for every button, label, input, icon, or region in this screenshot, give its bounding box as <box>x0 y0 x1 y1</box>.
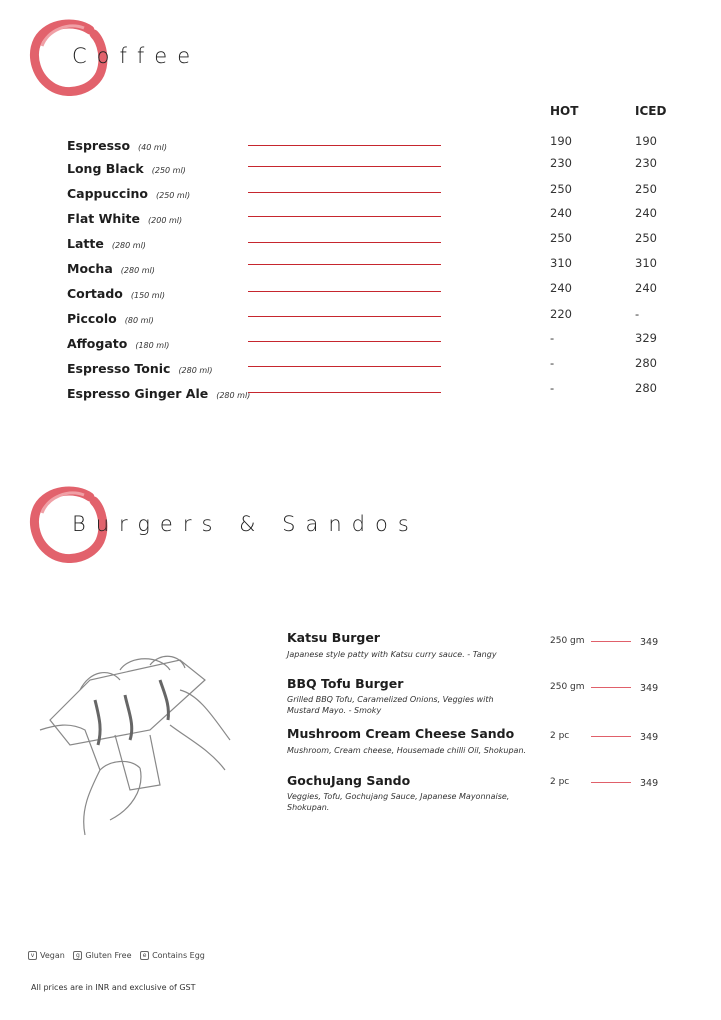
egg-icon: e <box>140 951 149 960</box>
coffee-item-iced-price: 250 <box>635 231 657 245</box>
burger-item-description: Veggies, Tofu, Gochujang Sauce, Japanese Mayonnaise, Shokupan. <box>287 792 510 812</box>
coffee-item-name <box>67 386 250 401</box>
sandwich-hands-illustration <box>30 650 235 840</box>
coffee-item-volume: (280 ml) <box>216 391 251 400</box>
coffee-item-divider <box>248 392 441 393</box>
coffee-item-hot-price: 230 <box>550 156 572 170</box>
coffee-item-name <box>67 161 186 176</box>
coffee-item-divider <box>248 366 441 367</box>
coffee-item-label: Mocha <box>67 261 113 276</box>
coffee-item-hot-price: 250 <box>550 231 572 245</box>
coffee-item-hot-price: 190 <box>550 134 572 148</box>
coffee-item-label: Espresso Tonic <box>67 361 171 376</box>
burger-item-price: 349 <box>640 778 659 789</box>
burger-item-divider <box>591 641 631 642</box>
burger-item-description: Japanese style patty with Katsu curry sauce. - Tangy <box>287 650 497 659</box>
coffee-item-volume: (280 ml) <box>120 266 155 275</box>
burger-item-price: 349 <box>640 732 659 743</box>
coffee-item-divider <box>248 166 441 167</box>
burger-item-quantity: 2 pc <box>550 777 570 787</box>
burger-item-name: Mushroom Cream Cheese Sando <box>287 726 515 741</box>
burger-item-quantity: 250 gm <box>550 682 585 692</box>
coffee-item-label: Latte <box>67 236 104 251</box>
burger-item-name: BBQ Tofu Burger <box>287 676 404 691</box>
burgers-title: Burgers & Sandos <box>72 512 419 536</box>
coffee-item-label: Cappuccino <box>67 186 148 201</box>
coffee-item-volume: (80 ml) <box>124 316 154 325</box>
coffee-item-hot-price: - <box>550 381 555 395</box>
burger-item-description: Grilled BBQ Tofu, Caramelized Onions, Veggies with Mustard Mayo. - Smoky <box>287 695 494 715</box>
burger-item-quantity: 250 gm <box>550 636 585 646</box>
coffee-item-label: Cortado <box>67 286 123 301</box>
burger-item-quantity: 2 pc <box>550 731 570 741</box>
coffee-item-divider <box>248 341 441 342</box>
burger-item-description: Mushroom, Cream cheese, Housemade chilli Oil, Shokupan. <box>287 746 527 755</box>
coffee-item-hot-price: 240 <box>550 281 572 295</box>
coffee-item-name <box>67 336 169 351</box>
coffee-item-iced-price: 280 <box>635 356 657 370</box>
coffee-item-iced-price: 310 <box>635 256 657 270</box>
coffee-item-iced-price: - <box>635 307 640 321</box>
coffee-item-divider <box>248 192 441 193</box>
burger-item-name: GochuJang Sando <box>287 773 411 788</box>
coffee-item-volume: (150 ml) <box>130 291 165 300</box>
coffee-item-divider <box>248 264 441 265</box>
coffee-item-hot-price: 220 <box>550 307 572 321</box>
coffee-item-name <box>67 186 190 201</box>
coffee-item-divider <box>248 242 441 243</box>
burger-item-divider <box>591 687 631 688</box>
coffee-item-iced-price: 190 <box>635 134 657 148</box>
coffee-item-volume: (250 ml) <box>156 191 191 200</box>
legend-gluten-free: Gluten Free <box>85 951 132 960</box>
coffee-item-label: Affogato <box>67 336 128 351</box>
coffee-item-label: Espresso Ginger Ale <box>67 386 209 401</box>
column-hot: HOT <box>550 104 579 118</box>
coffee-item-hot-price: - <box>550 331 555 345</box>
coffee-item-iced-price: 240 <box>635 206 657 220</box>
coffee-item-volume: (280 ml) <box>178 366 213 375</box>
coffee-item-name <box>67 261 155 276</box>
burger-item-price: 349 <box>640 637 659 648</box>
coffee-item-label: Piccolo <box>67 311 117 326</box>
gluten-free-icon: g <box>73 951 82 960</box>
coffee-item-divider <box>248 291 441 292</box>
coffee-item-label: Flat White <box>67 211 141 226</box>
coffee-item-volume: (180 ml) <box>135 341 170 350</box>
burger-item-divider <box>591 782 631 783</box>
burger-item-divider <box>591 736 631 737</box>
coffee-item-iced-price: 230 <box>635 156 657 170</box>
coffee-item-hot-price: 240 <box>550 206 572 220</box>
column-iced: ICED <box>635 104 667 118</box>
coffee-item-volume: (40 ml) <box>138 143 168 152</box>
legend-vegan: Vegan <box>40 951 65 960</box>
coffee-item-iced-price: 329 <box>635 331 657 345</box>
legend-contains-egg: Contains Egg <box>152 951 205 960</box>
coffee-item-volume: (250 ml) <box>151 166 186 175</box>
coffee-item-volume: (280 ml) <box>111 241 146 250</box>
coffee-item-divider <box>248 145 441 146</box>
coffee-item-hot-price: 250 <box>550 182 572 196</box>
coffee-item-name <box>67 286 165 301</box>
coffee-item-label: Long Black <box>67 161 144 176</box>
diet-legend <box>28 951 211 960</box>
burger-item-price: 349 <box>640 683 659 694</box>
coffee-item-volume: (200 ml) <box>148 216 183 225</box>
coffee-item-divider <box>248 216 441 217</box>
coffee-item-name <box>67 138 167 153</box>
coffee-item-iced-price: 240 <box>635 281 657 295</box>
coffee-item-label: Espresso <box>67 138 131 153</box>
coffee-item-iced-price: 250 <box>635 182 657 196</box>
coffee-item-name <box>67 311 154 326</box>
burger-item-name: Katsu Burger <box>287 630 380 645</box>
coffee-item-divider <box>248 316 441 317</box>
coffee-item-iced-price: 280 <box>635 381 657 395</box>
vegan-icon: v <box>28 951 37 960</box>
coffee-item-hot-price: - <box>550 356 555 370</box>
coffee-title: Coffee <box>72 44 201 68</box>
price-footnote: All prices are in INR and exclusive of GST <box>31 983 196 992</box>
coffee-item-hot-price: 310 <box>550 256 572 270</box>
coffee-item-name <box>67 361 213 376</box>
coffee-item-name <box>67 211 182 226</box>
coffee-item-name <box>67 236 146 251</box>
